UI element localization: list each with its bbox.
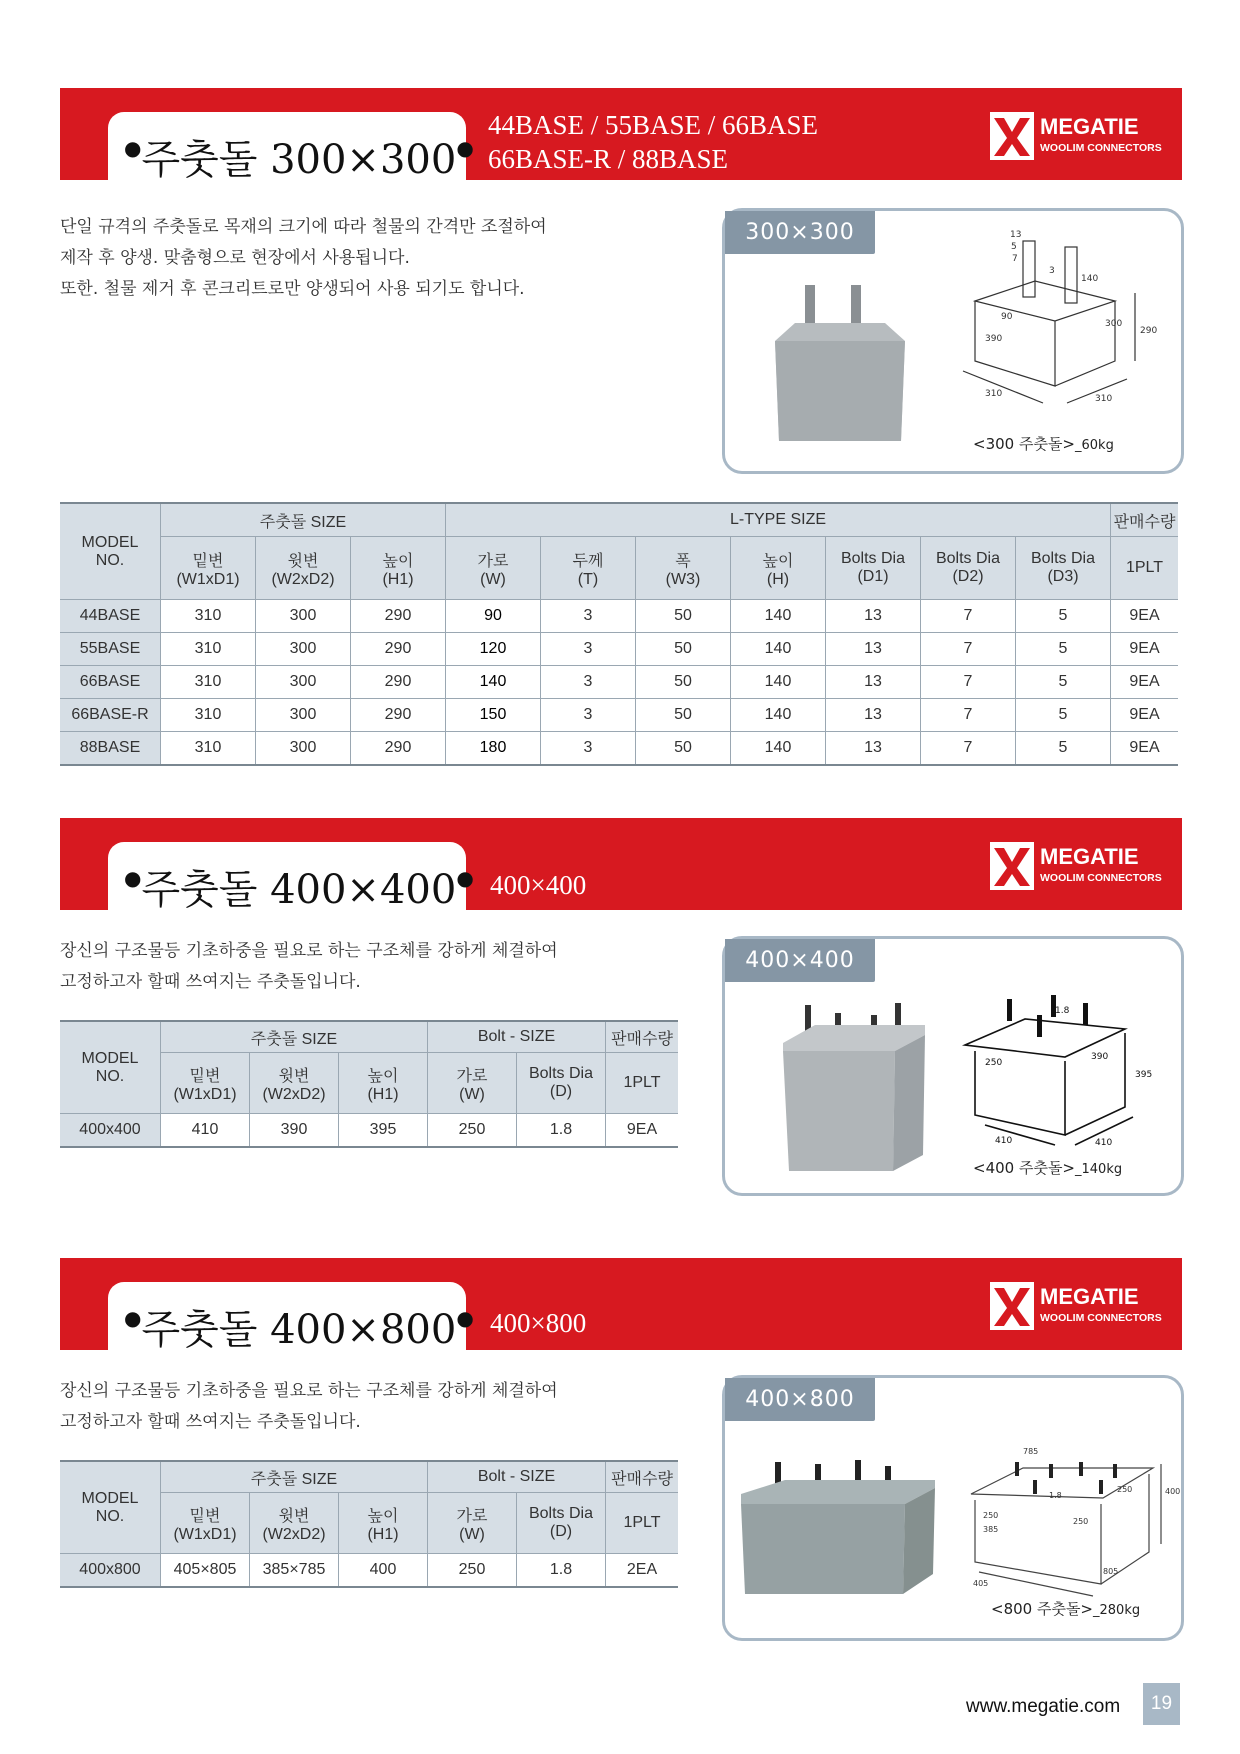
table-header-model: MODEL NO. bbox=[60, 1021, 161, 1114]
table-col-header: Bolts Dia (D1) bbox=[826, 537, 921, 600]
svg-text:410: 410 bbox=[995, 1136, 1013, 1146]
svg-text:805: 805 bbox=[1103, 1567, 1119, 1576]
megatie-logo bbox=[990, 1282, 1160, 1334]
svg-text:3: 3 bbox=[1049, 266, 1055, 276]
table-row: 66BASE 310 300 290 140 3 50 140 13 7 5 9EA bbox=[60, 666, 1178, 699]
table-group-header: 주춧돌 SIZE bbox=[161, 1021, 428, 1053]
table-col-header: Bolts Dia (D) bbox=[517, 1053, 606, 1114]
table-col-header: 윗변 (W2xD2) bbox=[250, 1053, 339, 1114]
section-1-caption: <300 주춧돌>_60kg bbox=[973, 435, 1114, 453]
table-row: 400x800 405×805 385×785 400 250 1.8 2EA bbox=[60, 1554, 678, 1588]
bullet-dot-icon: ● bbox=[456, 136, 474, 160]
table-group-header: 주춧돌 SIZE bbox=[161, 503, 446, 537]
table-row: 55BASE 310 300 290 120 3 50 140 13 7 5 9EA bbox=[60, 633, 1178, 666]
table-row: 44BASE 310 300 290 90 3 50 140 13 7 5 9EA bbox=[60, 600, 1178, 633]
svg-text:250: 250 bbox=[985, 1058, 1003, 1068]
table-group-header: Bolt - SIZE bbox=[428, 1021, 606, 1053]
table-col-header: 밑변 (W1xD1) bbox=[161, 537, 256, 600]
table-col-header: 밑변 (W1xD1) bbox=[161, 1053, 250, 1114]
megatie-logo-icon bbox=[990, 842, 1034, 890]
bullet-dot-icon: ● bbox=[456, 1306, 474, 1330]
svg-text:290: 290 bbox=[1140, 326, 1158, 336]
table-col-header: Bolts Dia (D) bbox=[517, 1493, 606, 1554]
panel-label: 400×800 bbox=[725, 1378, 875, 1421]
section-2-description: 장신의 구조물등 기초하중을 필요로 하는 구조체를 강하게 체결하여 고정하고자 할때 쓰여지는 주춧돌입니다. bbox=[60, 941, 558, 992]
svg-text:310: 310 bbox=[1095, 394, 1113, 404]
section-1-title: ●주춧돌 300×300● bbox=[124, 136, 474, 183]
table-group-header: 주춧돌 SIZE bbox=[161, 1461, 428, 1493]
svg-text:5: 5 bbox=[1011, 242, 1017, 252]
section-3-image-panel bbox=[722, 1375, 1184, 1641]
section-2-subtitle: 400×400 bbox=[490, 870, 587, 900]
table-group-header: L-TYPE SIZE bbox=[446, 503, 1111, 537]
svg-text:250: 250 bbox=[1073, 1517, 1089, 1526]
table-col-header: Bolts Dia (D2) bbox=[921, 537, 1016, 600]
section-1-spec-table bbox=[60, 502, 1178, 766]
block-400-diagram bbox=[955, 985, 1175, 1155]
svg-text:390: 390 bbox=[1091, 1052, 1109, 1062]
svg-text:7: 7 bbox=[1012, 254, 1018, 264]
table-group-header: 판매수량 bbox=[1111, 503, 1179, 537]
svg-text:410: 410 bbox=[1095, 1138, 1113, 1148]
page-number: 19 bbox=[1143, 1683, 1180, 1725]
megatie-logo-icon bbox=[990, 1282, 1034, 1330]
table-row: 400x400 410 390 395 250 1.8 9EA bbox=[60, 1114, 678, 1148]
megatie-logo bbox=[990, 842, 1160, 894]
megatie-logo-icon bbox=[990, 112, 1034, 160]
section-2-caption: <400 주춧돌>_140kg bbox=[973, 1159, 1123, 1177]
table-col-header: 높이 (H1) bbox=[339, 1053, 428, 1114]
svg-text:1.8: 1.8 bbox=[1055, 1006, 1070, 1016]
table-col-header: 윗변 (W2xD2) bbox=[250, 1493, 339, 1554]
svg-text:90: 90 bbox=[1001, 312, 1013, 322]
section-3-title: ●주춧돌 400×800● bbox=[124, 1306, 474, 1353]
footer-url[interactable]: www.megatie.com bbox=[966, 1696, 1121, 1717]
logo-brand: MEGATIE bbox=[1040, 844, 1139, 869]
bullet-dot-icon: ● bbox=[456, 866, 474, 890]
megatie-logo bbox=[990, 112, 1160, 164]
block-800-diagram bbox=[953, 1434, 1181, 1604]
table-col-header: Bolts Dia (D3) bbox=[1016, 537, 1111, 600]
table-header-model: MODEL NO. bbox=[60, 503, 161, 600]
svg-text:250: 250 bbox=[1117, 1485, 1133, 1494]
svg-text:400: 400 bbox=[1165, 1487, 1181, 1496]
table-col-header: 가로 (W) bbox=[428, 1493, 517, 1554]
section-1-subtitle: 44BASE / 55BASE / 66BASE 66BASE-R / 88BASE bbox=[488, 110, 819, 174]
logo-tagline: WOOLIM CONNECTORS bbox=[1040, 142, 1162, 154]
table-group-header: Bolt - SIZE bbox=[428, 1461, 606, 1493]
table-col-header: 밑변 (W1xD1) bbox=[161, 1493, 250, 1554]
table-col-header: 높이 (H1) bbox=[339, 1493, 428, 1554]
section-2-title: ●주춧돌 400×400● bbox=[124, 866, 474, 913]
table-header-model: MODEL NO. bbox=[60, 1461, 161, 1554]
table-col-header: 높이 (H1) bbox=[351, 537, 446, 600]
block-300-diagram bbox=[955, 221, 1175, 431]
bullet-dot-icon: ● bbox=[124, 866, 142, 890]
table-col-header: 높이 (H) bbox=[731, 537, 826, 600]
svg-text:785: 785 bbox=[1023, 1447, 1039, 1456]
svg-text:13: 13 bbox=[1010, 230, 1022, 240]
logo-tagline: WOOLIM CONNECTORS bbox=[1040, 1312, 1162, 1324]
svg-text:310: 310 bbox=[985, 389, 1003, 399]
table-col-header: 1PLT bbox=[606, 1053, 679, 1114]
logo-brand: MEGATIE bbox=[1040, 114, 1139, 139]
concrete-block-photo bbox=[765, 271, 915, 451]
section-3-spec-table bbox=[60, 1460, 678, 1588]
concrete-block-photo bbox=[735, 1458, 945, 1598]
logo-brand: MEGATIE bbox=[1040, 1284, 1139, 1309]
panel-label: 400×400 bbox=[725, 939, 875, 982]
table-col-header: 윗변 (W2xD2) bbox=[256, 537, 351, 600]
table-row: 88BASE 310 300 290 180 3 50 140 13 7 5 9EA bbox=[60, 732, 1178, 766]
bullet-dot-icon: ● bbox=[124, 136, 142, 160]
table-col-header: 가로 (W) bbox=[428, 1053, 517, 1114]
svg-text:405: 405 bbox=[973, 1579, 989, 1588]
svg-text:390: 390 bbox=[985, 334, 1003, 344]
svg-text:300: 300 bbox=[1105, 319, 1123, 329]
concrete-block-photo bbox=[775, 995, 935, 1175]
svg-text:385: 385 bbox=[983, 1525, 999, 1534]
svg-text:395: 395 bbox=[1135, 1070, 1153, 1080]
table-col-header: 두께 (T) bbox=[541, 537, 636, 600]
logo-tagline: WOOLIM CONNECTORS bbox=[1040, 872, 1162, 884]
svg-text:140: 140 bbox=[1081, 274, 1099, 284]
table-group-header: 판매수량 bbox=[606, 1461, 679, 1493]
table-row: 66BASE-R 310 300 290 150 3 50 140 13 7 5 9EA bbox=[60, 699, 1178, 732]
table-col-header: 1PLT bbox=[606, 1493, 679, 1554]
section-1-image-panel bbox=[722, 208, 1184, 474]
table-col-header: 폭 (W3) bbox=[636, 537, 731, 600]
section-2-image-panel bbox=[722, 936, 1184, 1196]
table-col-header: 1PLT bbox=[1111, 537, 1179, 600]
section-3-description: 장신의 구조물등 기초하중을 필요로 하는 구조체를 강하게 체결하여 고정하고자 할때 쓰여지는 주춧돌입니다. bbox=[60, 1381, 558, 1432]
bullet-dot-icon: ● bbox=[124, 1306, 142, 1330]
table-col-header: 가로 (W) bbox=[446, 537, 541, 600]
section-2-spec-table bbox=[60, 1020, 678, 1148]
section-3-subtitle: 400×800 bbox=[490, 1308, 587, 1338]
svg-text:250: 250 bbox=[983, 1511, 999, 1520]
section-1-description: 단일 규격의 주춧돌로 목재의 크기에 따라 철물의 간격만 조절하여 제작 후 양생. 맞춤형으로 현장에서 사용됩니다. 또한. 철물 제거 후 콘크리트로만 양생되어 사용 되기도 합니다. bbox=[60, 217, 547, 299]
table-group-header: 판매수량 bbox=[606, 1021, 679, 1053]
section-3-caption: <800 주춧돌>_280kg bbox=[991, 1600, 1141, 1618]
svg-text:1.8: 1.8 bbox=[1049, 1491, 1062, 1500]
panel-label: 300×300 bbox=[725, 211, 875, 254]
